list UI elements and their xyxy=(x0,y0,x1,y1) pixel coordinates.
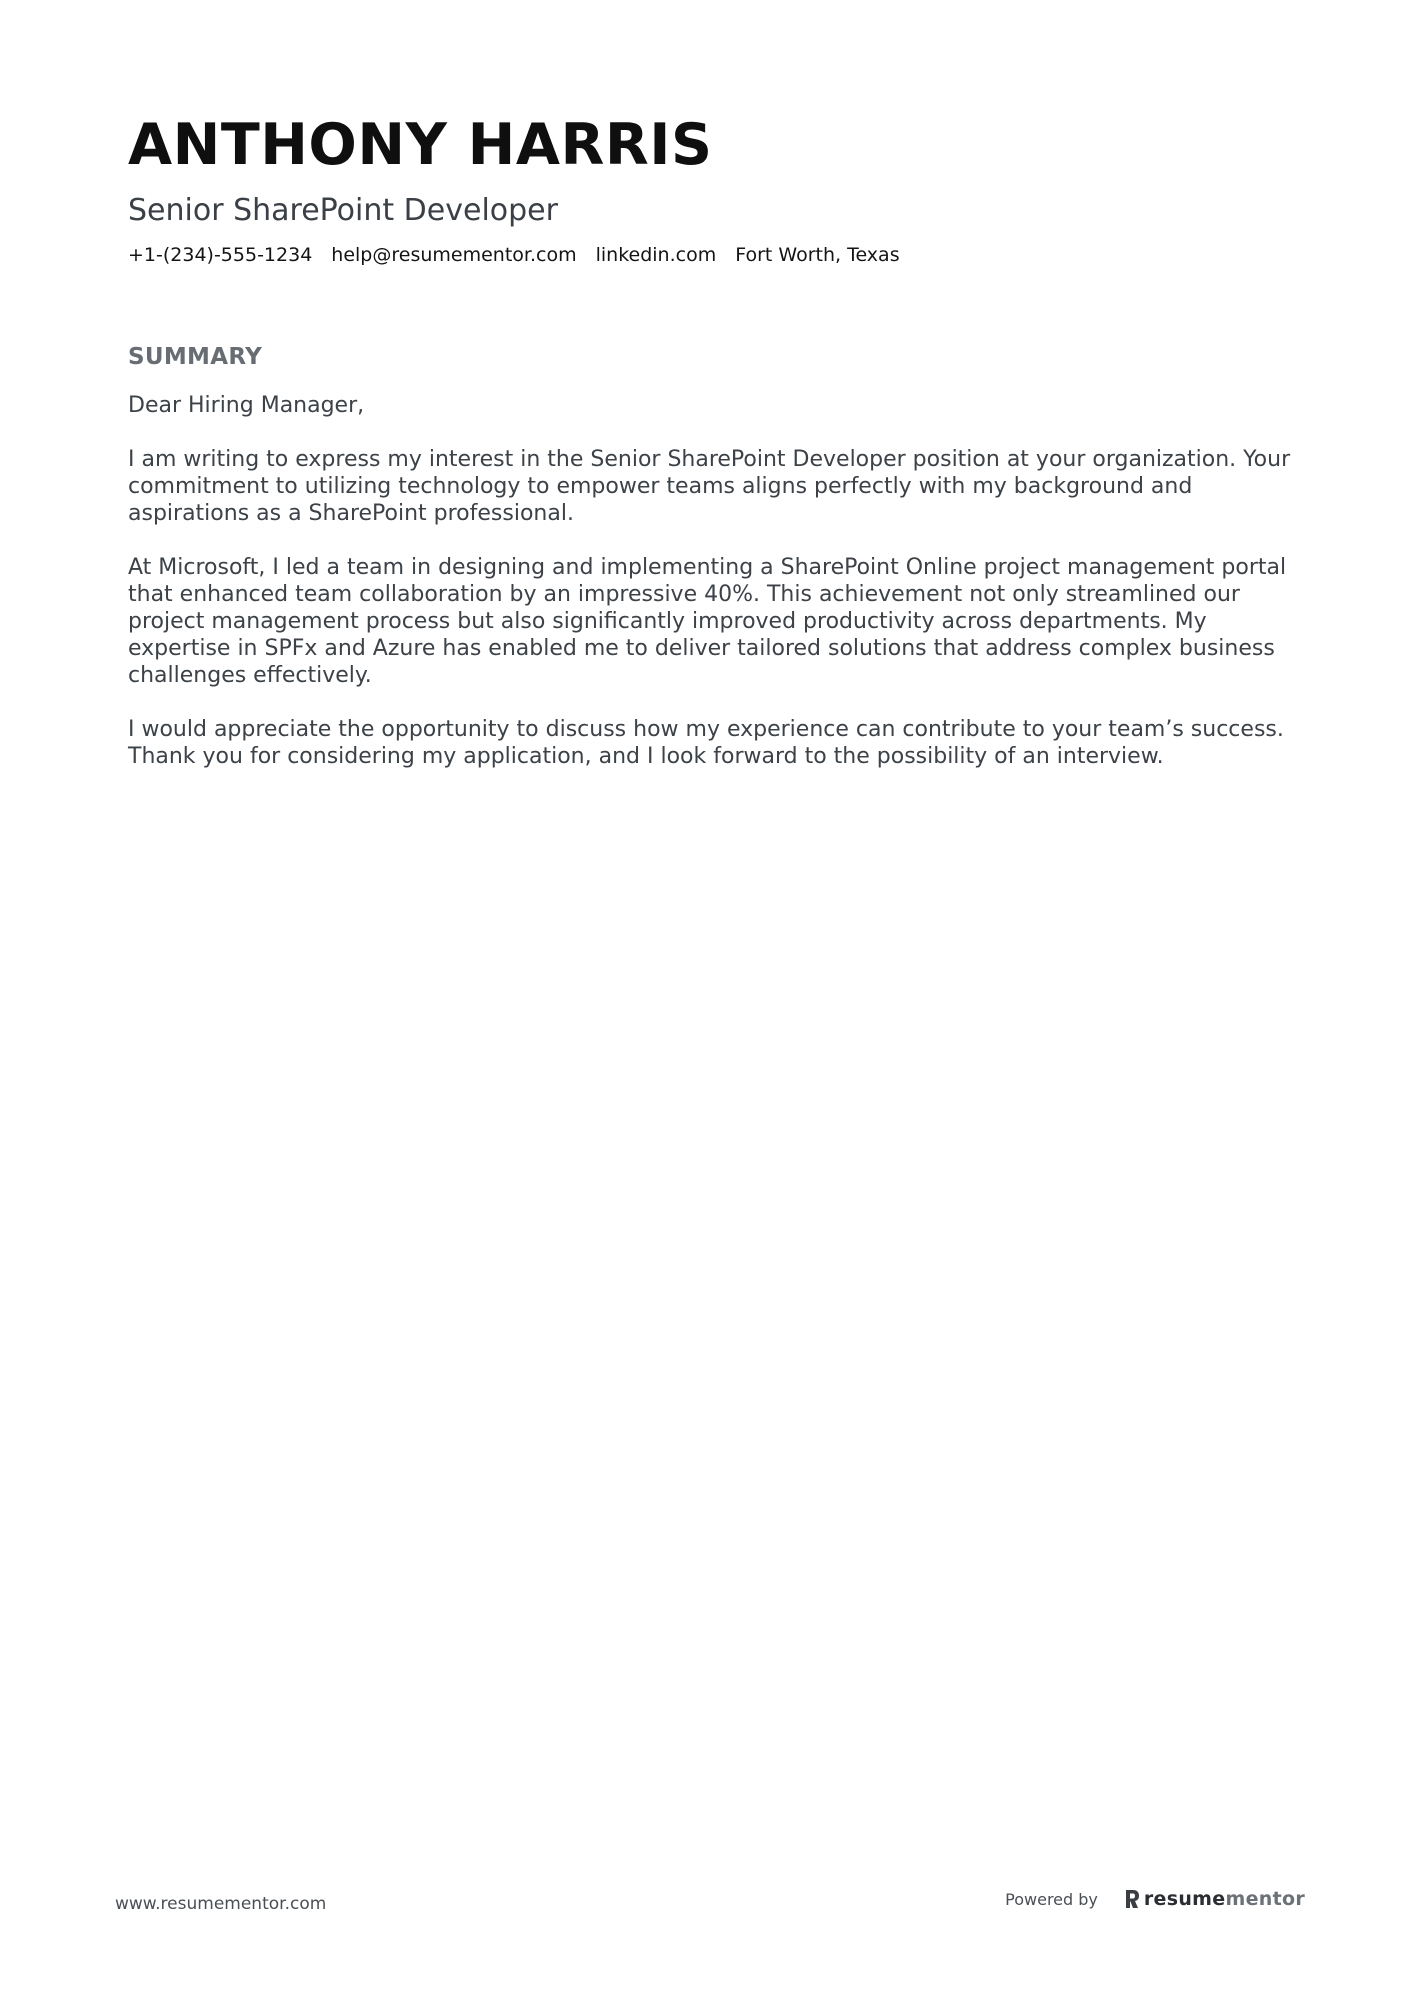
contact-info xyxy=(128,242,1288,268)
contact-email[interactable]: help@resumementor.com xyxy=(331,244,577,266)
contact-phone: +1-(234)-555-1234 xyxy=(128,244,313,266)
brand-wordmark xyxy=(1144,1888,1305,1910)
contact-location: Fort Worth, Texas xyxy=(735,244,900,266)
letter-body xyxy=(128,392,1298,770)
header xyxy=(128,112,1288,268)
powered-by-label: Powered by xyxy=(1005,1889,1098,1909)
letter-paragraph: I am writing to express my interest in the Senior SharePoint Developer position at your organization. Your commitment to utilizing technology to empower teams aligns perfectly with my background and aspirations as a SharePoint professional. xyxy=(128,447,1291,526)
brand-wordmark-mentor: mentor xyxy=(1225,1888,1305,1910)
letter-paragraph: I would appreciate the opportunity to discuss how my experience can contribute to your team’s success. Thank you for considering my application, and I look forward to the possibility of an interview. xyxy=(128,717,1284,769)
candidate-role: Senior SharePoint Developer xyxy=(128,193,558,228)
brand-wordmark-resume: resume xyxy=(1143,1888,1226,1910)
summary-section xyxy=(128,342,1298,797)
resumementor-logo-icon xyxy=(1124,1889,1140,1909)
letter-salutation: Dear Hiring Manager, xyxy=(128,393,365,418)
candidate-name: ANTHONY HARRIS xyxy=(128,112,713,178)
contact-linkedin[interactable]: linkedin.com xyxy=(595,244,717,266)
footer-powered-by xyxy=(1005,1888,1305,1910)
section-title: SUMMARY xyxy=(128,344,263,370)
letter-paragraph: At Microsoft, I led a team in designing and implementing a SharePoint Online project management portal that enhanced team collaboration by an impressive 40%. This achievement not only streamlined our project management process but also significantly improved productivity across departments. My expertise in SPFx and Azure has enabled me to deliver tailored solutions that address complex business challenges effectively. xyxy=(128,555,1287,688)
brand-logo[interactable] xyxy=(1124,1888,1305,1910)
footer-url[interactable]: www.resumementor.com xyxy=(115,1894,327,1914)
